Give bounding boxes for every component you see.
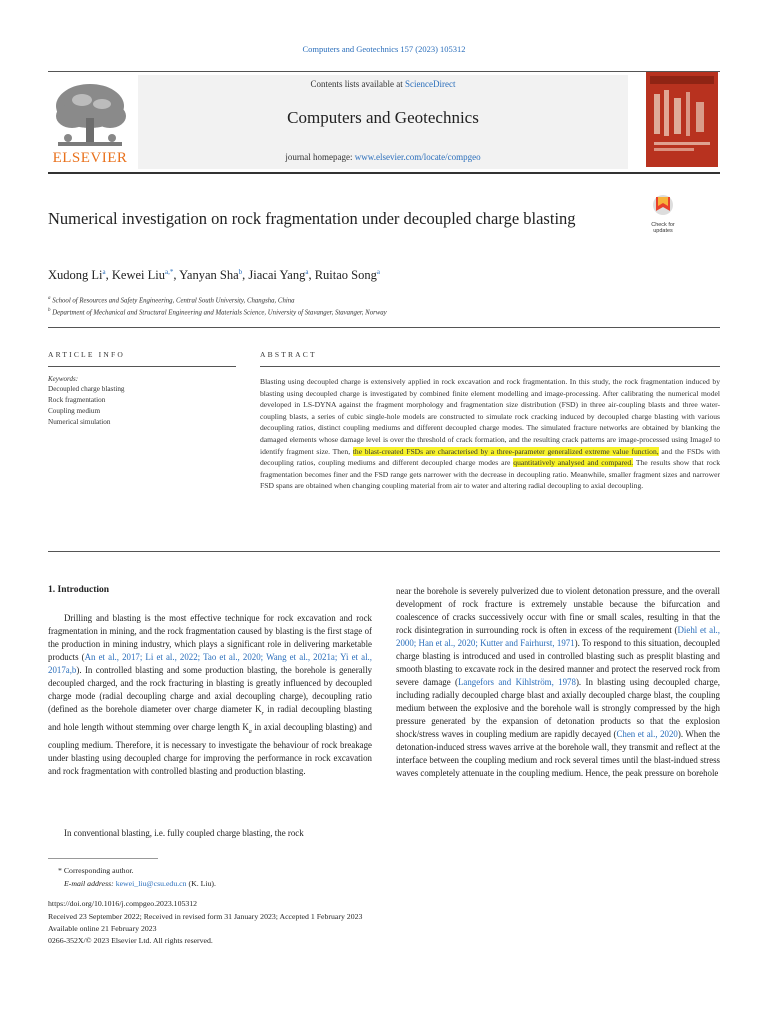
crossmark-icon — [646, 193, 680, 217]
email-link[interactable]: kewei_liu@csu.edu.cn — [115, 879, 187, 888]
author-sup[interactable]: a — [376, 268, 380, 276]
received-dates: Received 23 September 2022; Received in revised form 31 January 2023; Accepted 1 February 2023 — [48, 912, 363, 921]
intro-right-column: near the borehole is severely pulverized due to violent detonation pressure, and the overall development of rock fracture is extremely unstable because the bifurcation and coalescence of cracks successively occur with fine or small scales, resulting in that the rock disintegration in surrounding rock is often in excess of the requirement (Diehl et al., 2000; Han et al., 2020; Kutter and Fairhurst, 1971). To respond to this situation, decoupled charge blasting is introduced and used in controlled blasting such as presplit blasting and smooth blasting to excavate rock in the desired manner and protect the reserved rock from severe damage (Langefors and Kihlström, 1978). In blasting using decoupled charge, including radially decoupled charge blast and axially decoupled charge blast, the coupling medium between the explosive and the borehole wall is strongly compressed by the high pressure generated by the expansion of detonation products so that the explosion shock/stress waves in coupling medium are rapidly decayed (Chen et al., 2020). When the detonation-induced stress waves arrive at the borehole wall, they transmit and reflect at the interface between the coupling medium and rock several times until the blast-indued stress waves completely attenuate in the coupling medium. Hence, the peak pressure on borehole — [396, 586, 720, 778]
intro-paragraph-2: In conventional blasting, i.e. fully coupled charge blasting, the rock — [64, 828, 304, 838]
highlight: quantitatively analysed and compared. — [513, 458, 634, 468]
author-sup[interactable]: a — [102, 268, 106, 276]
abstract-rule — [260, 366, 720, 367]
article-title: Numerical investigation on rock fragmentation under decoupled charge blasting — [48, 209, 576, 228]
article-info-rule — [48, 366, 236, 367]
author-sup[interactable]: a — [305, 268, 309, 276]
email-line: E-mail address: kewei_liu@csu.edu.cn (K. Liu). — [64, 879, 216, 888]
journal-title: Computers and Geotechnics — [287, 108, 479, 127]
article-info-label: ARTICLE INFO — [48, 350, 125, 359]
author[interactable]: Yanyan Sha — [179, 268, 239, 283]
homepage-line: journal homepage: www.elsevier.com/locate/compgeo — [285, 152, 481, 162]
author-sup[interactable]: a,* — [164, 268, 174, 276]
section-heading-introduction: 1. Introduction — [48, 585, 110, 595]
available-online-date: Available online 21 February 2023 — [48, 924, 157, 933]
affiliation-a: $^a$ School of Resources and Safety Engineering, Central South University, Changsha, China — [48, 296, 295, 305]
header-bottom-rule — [48, 172, 720, 174]
citation-link[interactable]: Chen et al., 2020 — [616, 729, 678, 739]
citation-link[interactable]: Diehl et al., 2000; Han et al., 2020; Kutter and Fairhurst, 1971 — [396, 625, 720, 648]
author-list: Xudong Li$^a$, Kewei Liu$^{a,*}$, Yanyan Sha$^b$, Jiacai Yang$^a$, Ruitao Song$^a$ — [48, 268, 380, 283]
header-top-rule — [48, 71, 720, 72]
author[interactable]: Xudong Li — [48, 268, 103, 283]
keyword: Coupling medium — [48, 407, 101, 415]
crossmark-label-2: updates — [653, 228, 673, 234]
corresponding-author-note: * Corresponding author. — [58, 866, 134, 875]
journal-homepage-link[interactable]: www.elsevier.com/locate/compgeo — [354, 152, 481, 162]
journal-cover-image — [646, 72, 718, 167]
elsevier-wordmark: ELSEVIER — [52, 150, 128, 166]
footnote-rule — [48, 858, 158, 859]
keyword: Decoupled charge blasting — [48, 385, 125, 393]
journal-reference[interactable]: Computers and Geotechnics 157 (2023) 105312 — [302, 44, 466, 54]
author[interactable]: Ruitao Song — [314, 268, 377, 283]
sciencedirect-link[interactable]: ScienceDirect — [405, 79, 456, 89]
abstract-label: ABSTRACT — [260, 350, 317, 359]
keyword: Numerical simulation — [48, 418, 111, 426]
citation-link[interactable]: Langefors and Kihlström, 1978 — [458, 677, 576, 687]
crossmark-label-1: Check for — [651, 222, 675, 228]
check-for-updates-badge[interactable] — [646, 193, 680, 234]
author-sup[interactable]: b — [238, 268, 243, 276]
contents-line: Contents lists available at ScienceDirect — [310, 79, 456, 89]
abstract-text: Blasting using decoupled charge is extensively applied in rock excavation and rock fragmentation. In this study, the rock fragmentation induced by blasting using decoupled charge is investigated by combined finite element modelling and image-processing. After calibrating the numerical model developed in LS-DYNA against the fragment morphology and fragmentation size distribution (FSD) in three air-coupling blasts and three water-coupling blasts, a series of cubic single-hole models are constructed to simulate rock cracking induced by decoupled charge blasting with various decoupling ratios, distinct coupling mediums and different decoupled charge modes. The simulated fracture networks are obtained by blanking the damaged elements whose damage level is over the threshold of crack formation, and the resulting crack patterns are image-processed using ImageJ to identify fragment size. Then, the blast-created FSDs are characterised by a three-parameter generalized extreme value function, and the FSDs with decoupling ratios, coupling mediums and different decoupled charge modes are quantitatively analysed and compared. The results show that rock fragmentation becomes finer and the FSD range gets narrower with the decrease in decoupling ratio. Meanwhile, smaller fragment sizes and narrower FSD spans are obtained when changing coupling material from air to water and altering radial decoupling to axial decoupling. — [260, 377, 721, 491]
author[interactable]: Kewei Liu — [111, 268, 165, 283]
keywords-label: Keywords: — [48, 375, 79, 383]
copyright-line: 0266-352X/© 2023 Elsevier Ltd. All rights reserved. — [48, 936, 213, 945]
citation-link[interactable]: An et al., 2017; Li et al., 2022; Tao et al., 2020; Wang et al., 2021a; Yi et al., 2017a,b — [48, 652, 372, 675]
abstract-bottom-rule — [48, 551, 720, 552]
keyword: Rock fragmentation — [48, 396, 106, 404]
intro-paragraph-1: Drilling and blasting is the most effective technique for rock excavation and rock fragmentation in mining, and the rock fragmentation caused by blasting is the first stage of the production in mining industry, which plays a significant role in delivering marketable products (An et al., 2017; Li et al., 2022; Tao et al., 2020; Wang et al., 2021a; Yi et al., 2017a,b). In controlled blasting and some production blasting, the borehole is generally decoupled charged, and the rock fracturing in blasting is greatly influenced by decoupled charge mode (radial decoupling charge and axial decoupling charge), decoupling ratio (defined as the borehole diameter over charge diameter $K_r$ in radial decoupling blasting and hole length without stemming over charge length $K_a$ in axial decoupling blasting) and coupling medium. Therefore, it is necessary to investigate the behaviour of rock breakage under blasting using decoupled charge for improving the performance in rock excavation and rock fragmentation with controlled blasting and production blasting. — [48, 613, 372, 776]
doi-link[interactable]: https://doi.org/10.1016/j.compgeo.2023.105312 — [48, 899, 198, 908]
highlight: the blast-created FSDs are characterised by a three-parameter generalized extreme value function, — [352, 446, 659, 456]
author[interactable]: Jiacai Yang — [248, 268, 306, 283]
affiliation-b: $^b$ Department of Mechanical and Structural Engineering and Materials Science, University of Stavanger, Stavanger, Norway — [48, 308, 387, 317]
section-rule — [48, 327, 720, 328]
